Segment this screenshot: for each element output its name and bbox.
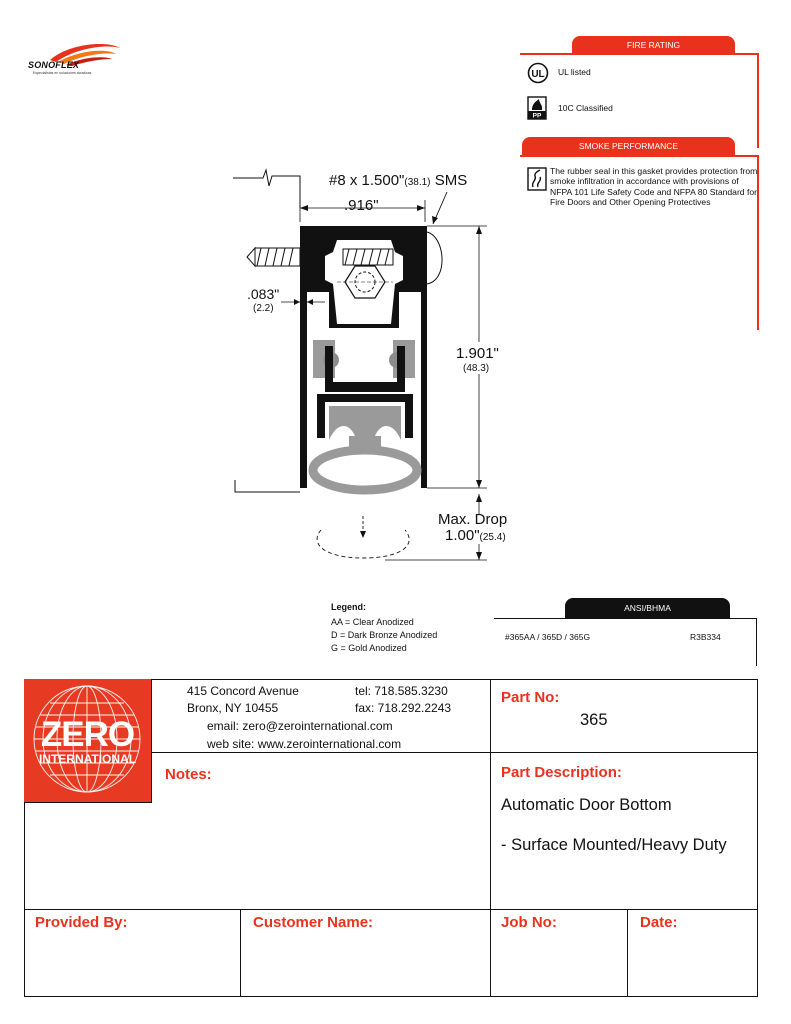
smoke-performance-tab: SMOKE PERFORMANCE	[522, 137, 735, 155]
svg-text:PP: PP	[532, 112, 542, 120]
sonoflex-tagline: Especialistas en soluciones acústicas	[33, 71, 92, 75]
company-website: web site: www.zerointernational.com	[207, 737, 402, 751]
row2-rule	[24, 909, 758, 910]
customer-name-label: Customer Name:	[253, 914, 374, 931]
ansi-side	[756, 618, 757, 666]
fire-rating-side	[757, 53, 759, 148]
address-city: Bronx, NY 10455	[187, 701, 279, 715]
pp-classified-icon	[527, 96, 547, 120]
screw-spec: #8 x 1.500"(38.1) SMS	[329, 172, 468, 189]
max-drop-value: 1.00"(25.4)	[445, 527, 506, 544]
zero-logo-word: ZERO	[40, 715, 135, 754]
ansi-code: R3B334	[690, 632, 721, 642]
zero-international-logo	[24, 679, 151, 802]
thickness-dimension: .083"	[247, 286, 280, 302]
ansi-bhma-tab: ANSI/BHMA	[565, 598, 730, 618]
max-drop-title: Max. Drop	[438, 511, 508, 528]
part-description-line1: Automatic Door Bottom	[501, 796, 672, 814]
legend-item: D = Dark Bronze Anodized	[331, 630, 438, 640]
height-dimension: 1.901"	[456, 345, 499, 362]
part-description-label: Part Description:	[501, 764, 622, 781]
part-description-line2: - Surface Mounted/Heavy Duty	[501, 836, 727, 854]
legend-item: AA = Clear Anodized	[331, 617, 414, 627]
fire-rating-rule	[520, 53, 758, 55]
row1-rule	[151, 752, 758, 753]
provided-by-label: Provided By:	[35, 914, 128, 931]
address-street: 415 Concord Avenue	[187, 684, 299, 698]
company-fax: fax: 718.292.2243	[355, 701, 452, 715]
smoke-description: The rubber seal in this gasket provides protection from smoke infiltration in accordance with provisions of NFPA 101 Life Safety Code and NFPA 80 Standard for Fire Doors and Other Opening Protectives	[550, 166, 758, 208]
logo-bottom-rule	[24, 802, 152, 803]
ul-listed-icon	[527, 62, 549, 84]
svg-text:UL: UL	[531, 69, 545, 80]
legend-title: Legend:	[331, 602, 366, 612]
fire-rating-tab: FIRE RATING	[572, 36, 735, 54]
company-tel: tel: 718.585.3230	[355, 684, 448, 698]
width-dimension: .916"	[344, 197, 379, 214]
notes-label: Notes:	[165, 766, 212, 783]
company-email: email: zero@zerointernational.com	[207, 719, 393, 733]
job-no-label: Job No:	[501, 914, 557, 931]
ul-listed-label: UL listed	[558, 67, 591, 77]
part-no-label: Part No:	[501, 689, 560, 706]
date-label: Date:	[640, 914, 678, 931]
sonoflex-wordmark: SONOFLEX	[28, 60, 80, 70]
smoke-icon	[527, 167, 547, 191]
legend-item: G = Gold Anodized	[331, 643, 407, 653]
pp-classified-label: 10C Classified	[558, 103, 613, 113]
provided-divider	[240, 909, 241, 997]
logo-divider	[151, 679, 152, 802]
height-metric: (48.3)	[463, 363, 490, 374]
part-no-value: 365	[580, 711, 608, 729]
zero-logo-sub: INTERNATIONAL	[38, 752, 137, 766]
ansi-models: #365AA / 365D / 365G	[505, 632, 591, 642]
thickness-metric: (2.2)	[253, 303, 274, 314]
middle-divider	[490, 679, 491, 997]
smoke-rule	[520, 155, 758, 157]
job-divider	[627, 909, 628, 997]
ansi-rule	[494, 618, 757, 619]
